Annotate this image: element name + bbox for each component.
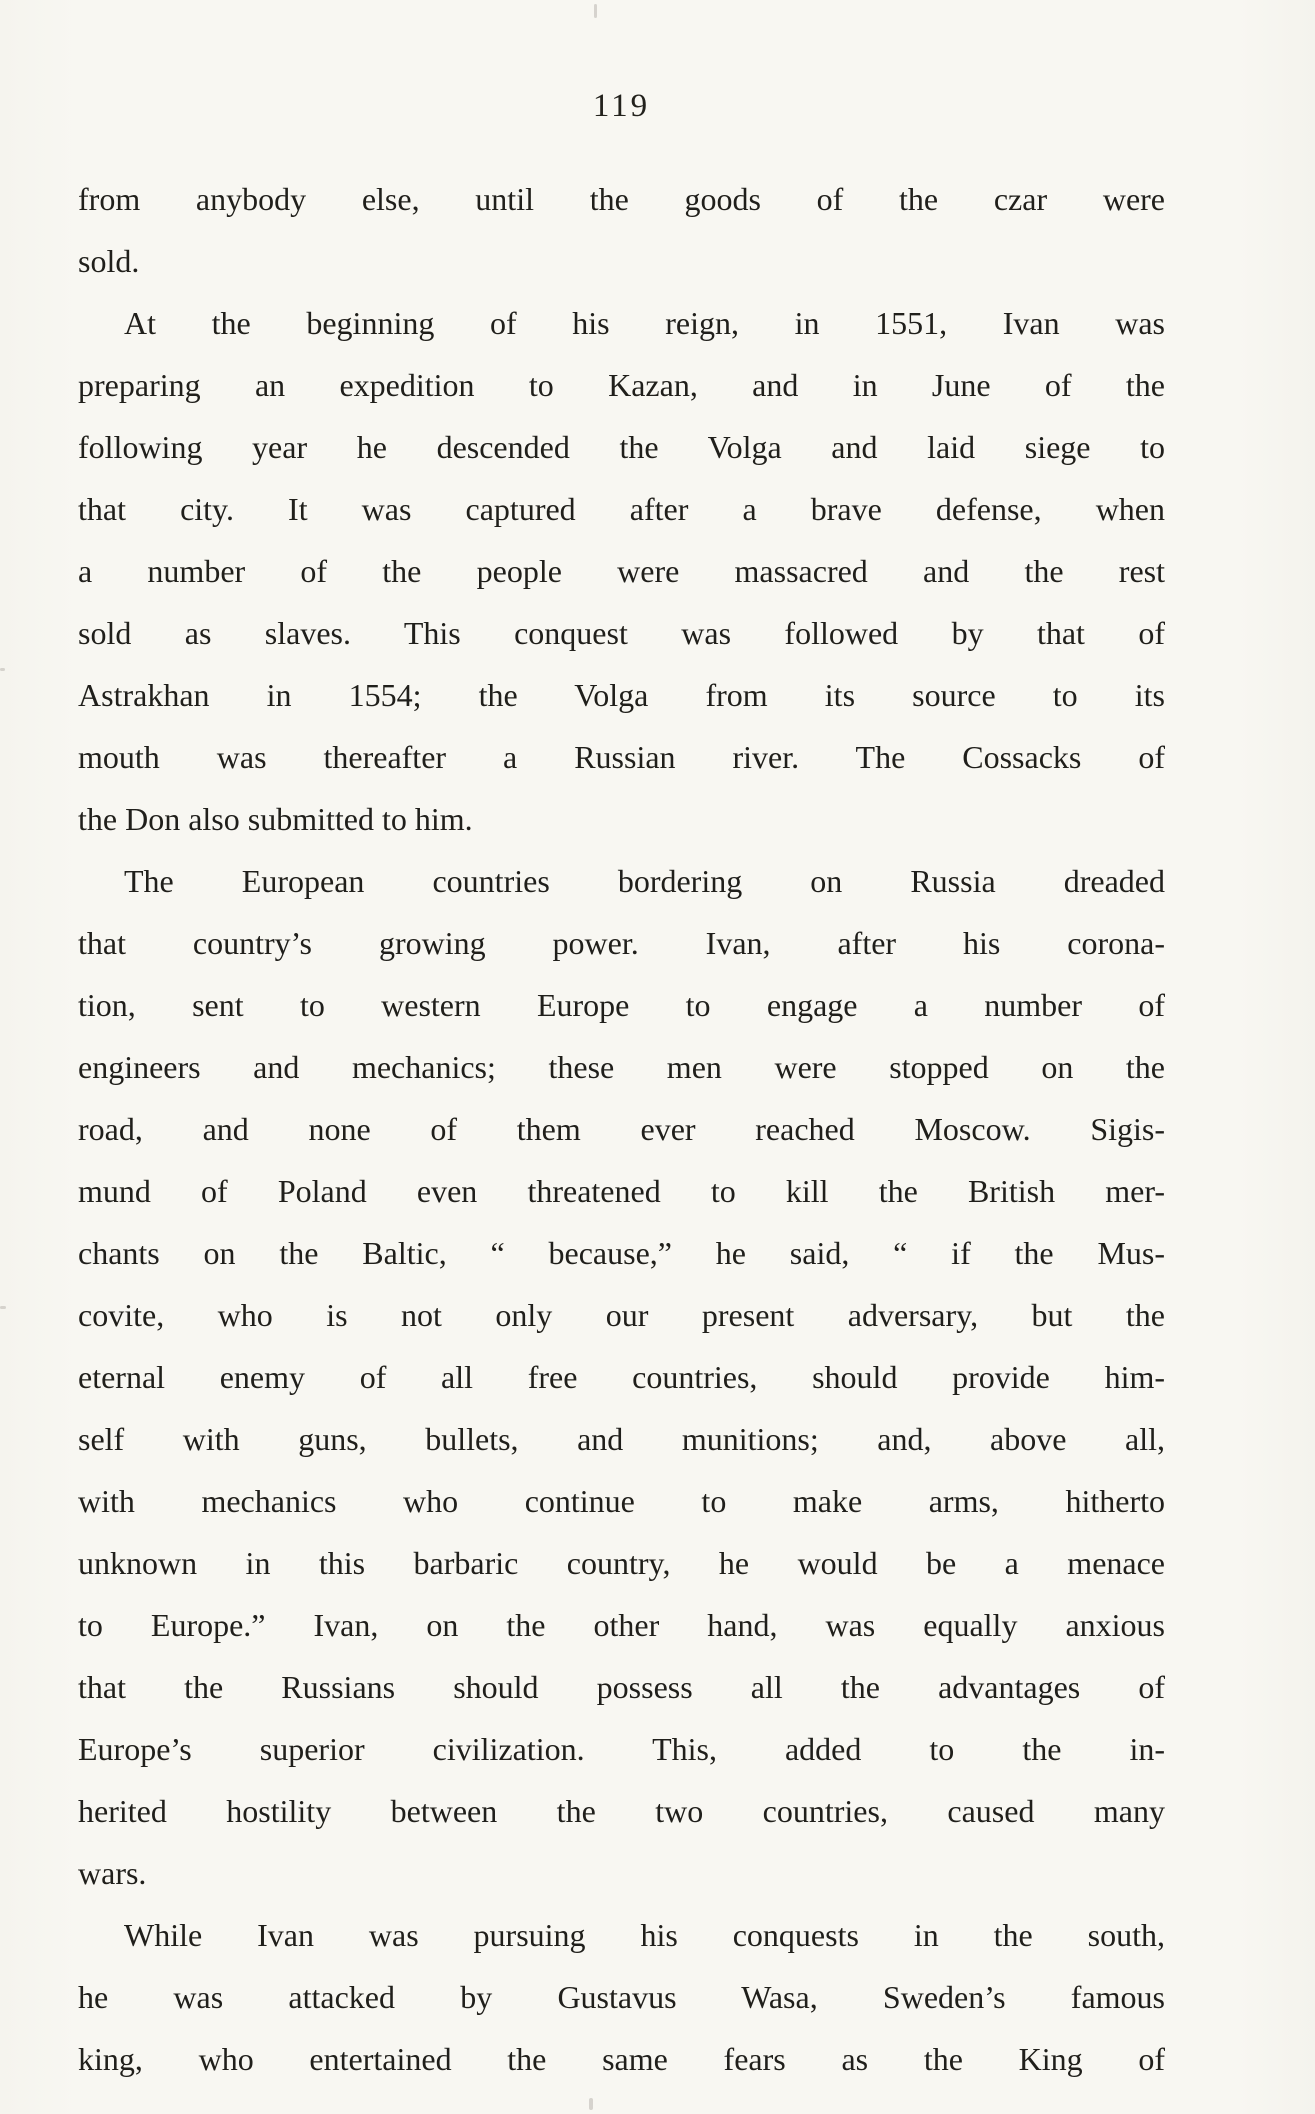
text-line: unknown in this barbaric country, he would be a menace bbox=[78, 1545, 1165, 1581]
text-line: king, who entertained the same fears as the King of bbox=[78, 2041, 1165, 2077]
body-text bbox=[78, 168, 1165, 2090]
text-line: the Don also submitted to him. bbox=[78, 801, 473, 837]
text-line: covite, who is not only our present adversary, but the bbox=[78, 1297, 1165, 1333]
paragraph bbox=[78, 292, 1165, 850]
text-line: sold as slaves. This conquest was followed by that of bbox=[78, 615, 1165, 651]
text-line: herited hostility between the two countries, caused many bbox=[78, 1793, 1165, 1829]
text-line: At the beginning of his reign, in 1551, Ivan was bbox=[124, 305, 1165, 341]
text-line: that city. It was captured after a brave defense, when bbox=[78, 491, 1165, 527]
text-line: mund of Poland even threatened to kill the British mer- bbox=[78, 1173, 1165, 1209]
text-line: The European countries bordering on Russia dreaded bbox=[124, 863, 1165, 899]
text-line: Astrakhan in 1554; the Volga from its source to its bbox=[78, 677, 1165, 713]
text-line: mouth was thereafter a Russian river. The Cossacks of bbox=[78, 739, 1165, 775]
text-line: with mechanics who continue to make arms, hitherto bbox=[78, 1483, 1165, 1519]
scan-artifact bbox=[0, 1306, 6, 1309]
text-line: While Ivan was pursuing his conquests in the south, bbox=[124, 1917, 1165, 1953]
paragraph bbox=[78, 168, 1165, 292]
text-line: from anybody else, until the goods of the czar were bbox=[78, 181, 1165, 217]
scan-artifact bbox=[589, 2098, 593, 2110]
scan-artifact bbox=[594, 4, 597, 18]
text-line: self with guns, bullets, and munitions; and, above all, bbox=[78, 1421, 1165, 1457]
text-line: he was attacked by Gustavus Wasa, Sweden’s famous bbox=[78, 1979, 1165, 2015]
text-line: preparing an expedition to Kazan, and in June of the bbox=[78, 367, 1165, 403]
scan-artifact bbox=[0, 668, 5, 671]
text-line: chants on the Baltic, “ because,” he said, “ if the Mus- bbox=[78, 1235, 1165, 1271]
text-line: a number of the people were massacred and the rest bbox=[78, 553, 1165, 589]
text-line: to Europe.” Ivan, on the other hand, was equally anxious bbox=[78, 1607, 1165, 1643]
text-line: sold. bbox=[78, 243, 140, 279]
paragraph bbox=[78, 1904, 1165, 2090]
text-line: road, and none of them ever reached Moscow. Sigis- bbox=[78, 1111, 1165, 1147]
text-line: tion, sent to western Europe to engage a number of bbox=[78, 987, 1165, 1023]
text-line: Europe’s superior civilization. This, added to the in- bbox=[78, 1731, 1165, 1767]
text-line: following year he descended the Volga and laid siege to bbox=[78, 429, 1165, 465]
text-line: eternal enemy of all free countries, should provide him- bbox=[78, 1359, 1165, 1395]
page-number: 119 bbox=[592, 88, 651, 124]
text-line: wars. bbox=[78, 1855, 147, 1891]
text-line: engineers and mechanics; these men were stopped on the bbox=[78, 1049, 1165, 1085]
paragraph bbox=[78, 850, 1165, 1904]
text-line: that the Russians should possess all the advantages of bbox=[78, 1669, 1165, 1705]
text-line: that country’s growing power. Ivan, after his corona- bbox=[78, 925, 1165, 961]
